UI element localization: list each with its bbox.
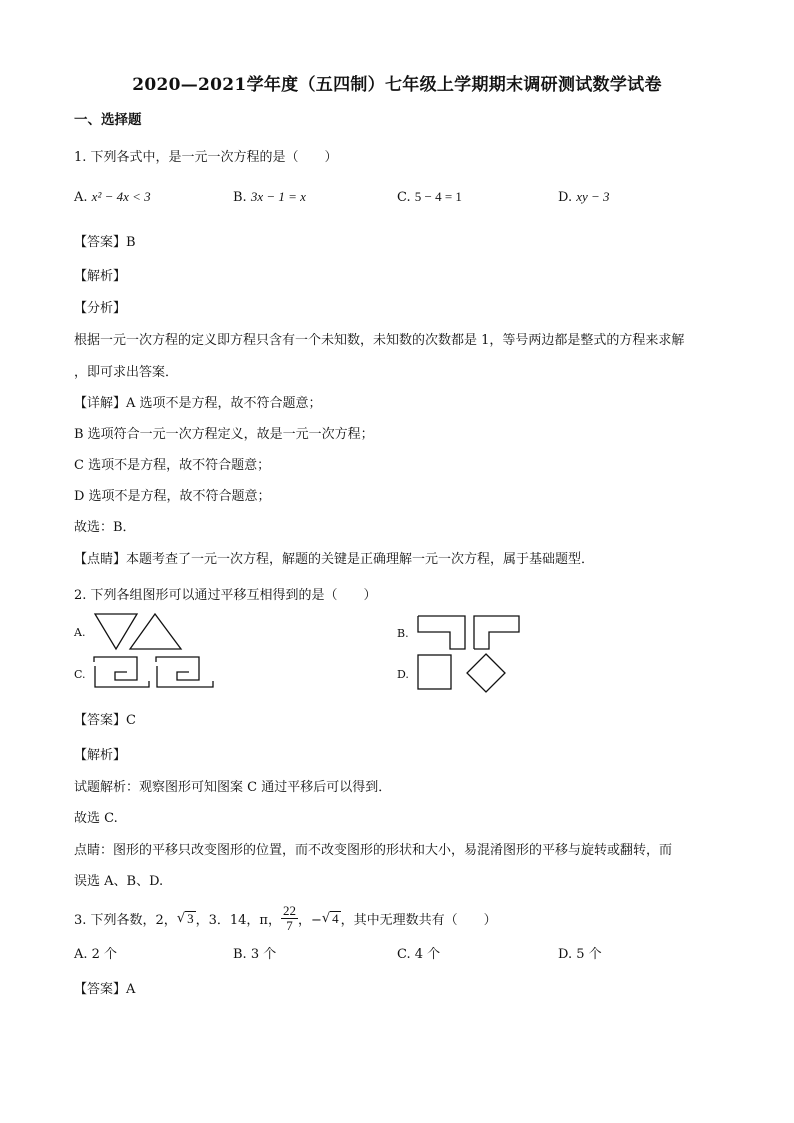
- diamond-shape: [467, 654, 505, 692]
- q3-option-d: D. 5 个: [558, 947, 602, 962]
- spiral-shape-right: [156, 657, 199, 680]
- q1-analysis-tag: 【解析】: [74, 269, 127, 284]
- comment-text: 本题考查了一元一次方程，解题的关键是正确理解一元一次方程，属于基础题型．: [126, 552, 595, 567]
- fraction: [281, 904, 298, 933]
- fraction-denominator: 7: [286, 917, 293, 933]
- sqrt-radicand: 4: [332, 910, 339, 926]
- sqrt-icon: √: [176, 910, 186, 926]
- comment-tag: 【点睛】: [74, 552, 127, 567]
- answer-value: B: [126, 235, 136, 250]
- math-expression: x² − 4x < 3: [91, 189, 151, 204]
- math-expression: xy − 3: [576, 189, 610, 204]
- q1-detail-c: C 选项不是方程，故不符合题意；: [74, 458, 271, 473]
- section-heading: 一、选择题: [74, 112, 142, 128]
- q1-option-b: [233, 189, 306, 205]
- q1-detail-d: D 选项不是方程，故不符合题意；: [74, 489, 271, 504]
- q2-option-b-label: B.: [397, 627, 409, 640]
- q2-option-c-figure: [93, 654, 218, 692]
- q3-option-b: B. 3 个: [233, 947, 277, 962]
- q1-choose: 故选：B．: [74, 520, 136, 535]
- q1-fenxi-line2: ，即可求出答案．: [74, 365, 179, 380]
- q2-answer: [74, 709, 136, 728]
- answer-tag: 【答案】: [74, 982, 127, 997]
- option-label: B.: [233, 190, 247, 205]
- l-shape-right: [474, 616, 519, 649]
- q2-option-a-label: A.: [74, 626, 86, 639]
- q2-analysis-line4: 误选 A、B、D.: [74, 874, 164, 889]
- answer-value: C: [126, 713, 136, 728]
- q2-analysis-line2: 故选 C.: [74, 811, 118, 826]
- option-label: A.: [74, 190, 88, 205]
- page-title: 2020—2021学年度（五四制）七年级上学期期末调研测试数学试卷: [132, 75, 662, 95]
- q2-analysis-line1: 试题解析：观察图形可知图案 C 通过平移后可以得到．: [74, 780, 392, 795]
- math-expression: 3x − 1 = x: [250, 189, 306, 204]
- spiral-shape-left: [94, 657, 137, 680]
- q1-fenxi-line1: 根据一元一次方程的定义即方程只含有一个未知数，未知数的次数都是 1，等号两边都是整式的方程来求解: [74, 333, 685, 348]
- q2-option-a-figure: [94, 612, 189, 652]
- q2-option-c-label: C.: [74, 668, 86, 681]
- down-triangle-shape: [95, 614, 137, 649]
- detail-text: A 选项不是方程，故不符合题意；: [126, 396, 322, 411]
- spiral-shape-left-base: [95, 666, 149, 687]
- q1-option-d: [558, 189, 610, 205]
- q3-option-c: C. 4 个: [397, 947, 441, 962]
- fraction-numerator: 22: [282, 902, 296, 918]
- q3-answer: [74, 978, 135, 997]
- answer-tag: 【答案】: [74, 235, 127, 250]
- option-label: C.: [397, 190, 411, 205]
- option-label: D.: [558, 190, 573, 205]
- q3-stem-mid: ，3．14，π，: [195, 912, 281, 928]
- q3-option-a: A. 2 个: [74, 947, 118, 962]
- q1-answer: [74, 231, 136, 250]
- sqrt-radicand: 3: [187, 910, 194, 926]
- q2-option-d-label: D.: [397, 668, 409, 681]
- q1-stem: 1. 下列各式中，是一元一次方程的是（ ）: [74, 150, 338, 165]
- square-shape: [418, 655, 451, 689]
- q2-analysis-tag: 【解析】: [74, 748, 127, 763]
- q1-detail-b: B 选项符合一元一次方程定义，故是一元一次方程；: [74, 427, 374, 442]
- q3-stem-neg: ，−: [297, 912, 322, 928]
- answer-tag: 【答案】: [74, 713, 127, 728]
- q1-comment: [74, 548, 594, 567]
- answer-value: A: [126, 982, 136, 997]
- q3-stem-post: ，其中无理数共有（ ）: [340, 912, 497, 928]
- q1-detail-a: [74, 392, 322, 411]
- detail-tag: 【详解】: [74, 396, 127, 411]
- spiral-shape-right-base: [157, 666, 213, 687]
- l-shape-left: [418, 616, 465, 649]
- q2-analysis-line3: 点睛：图形的平移只改变图形的位置，而不改变图形的形状和大小，易混淆图形的平移与旋转或翻转，而: [74, 843, 673, 858]
- q1-option-a: [74, 189, 151, 205]
- q1-option-c: [397, 189, 462, 205]
- q3-stem: [74, 897, 497, 939]
- sqrt-icon: √: [321, 910, 331, 926]
- q1-fenxi-tag: 【分析】: [74, 301, 127, 316]
- q2-option-b-figure: [416, 614, 524, 652]
- q2-stem: 2. 下列各组图形可以通过平移互相得到的是（ ）: [74, 588, 377, 603]
- q3-stem-pre: 3. 下列各数，2，: [74, 912, 177, 928]
- up-triangle-shape: [130, 614, 181, 649]
- math-expression: 5 − 4 = 1: [414, 189, 462, 204]
- q2-option-d-figure: [416, 652, 526, 694]
